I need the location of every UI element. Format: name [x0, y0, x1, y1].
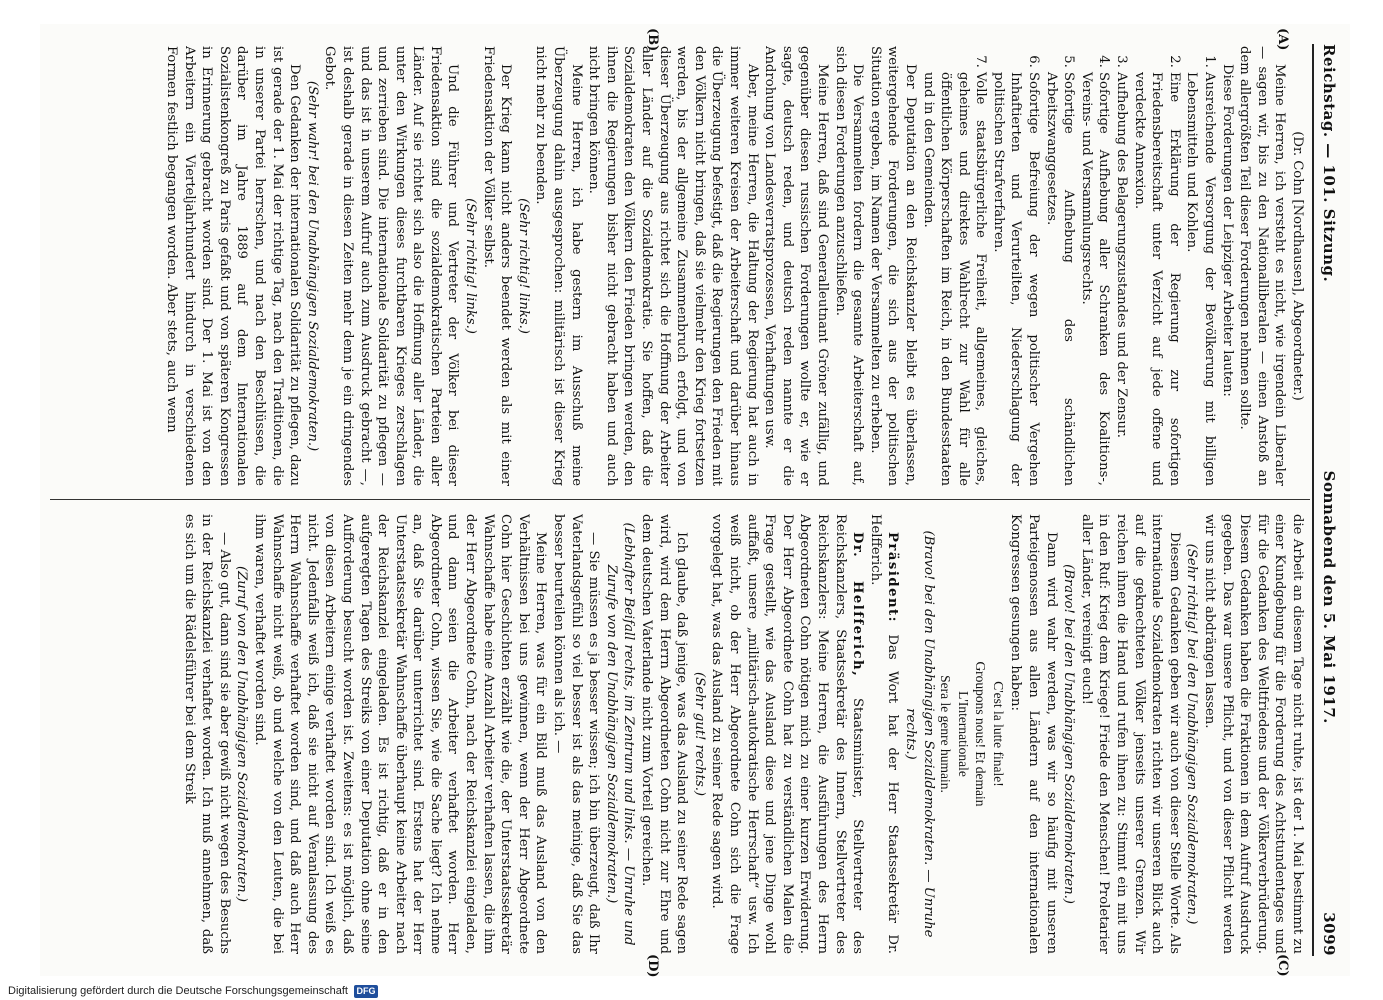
song-line: L'Internationale [955, 691, 971, 777]
paragraph: Meine Herren, ich versteht es nicht, wie irgendein Liberaler — sagen wir, bis zu den Nationalliberalen — einen Anstoß an dem allergrößten Teil dieser Forderungen nehmen sollte. [1237, 46, 1288, 486]
header-left: Reichstag. — 101. Sitzung. [1320, 44, 1338, 283]
song-line: C'est la lutte finale! [990, 681, 1006, 787]
margin-marker-b: (B) [645, 28, 660, 52]
paragraph: Dann wird wahr werden, was wir so häufig mit unseren Parteigenossen aus allen Ländern auf den internationalen Kongressen gesungen haben: [1008, 514, 1059, 954]
interjection: (Sehr gut! rechts.) [691, 671, 707, 797]
paragraph: Der Krieg kann nicht anders beendet werden als mit einer Friedensaktion der Völker selbst. [480, 46, 514, 486]
paragraph: Ich glaube, daß jenige, was das Ausland zu seiner Rede sagen wird, wird dem Herrn Abgeordneten Cohn nicht zur Ehre und dem deutschen Vaterlande nicht zum Vorteil gereichen. [639, 514, 690, 954]
paragraph-demands-intro: Diese Forderungen der Leipziger Arbeiter lauten: [1219, 64, 1235, 397]
speaker-line: (Dr. Cohn [Nordhausen], Abgeordneter.) [1290, 131, 1305, 401]
list-item: 3. Aufhebung des Belagerungszustandes und der Zensur. [1112, 72, 1130, 486]
speech-text: Das Wort hat der Herr Staatssekretär Dr. Helfferich. [867, 514, 901, 954]
paragraph: — Sie müssen es ja besser wissen; ich bin überzeugt, daß Ihr Vaterlandsgefühl so viel besser ist als das meinige, daß Sie das besser beurteilen können als ich. — [551, 514, 602, 954]
paragraph: Den Gedanken der internationalen Solidarität zu pflegen, dazu ist gerade der 1. Mai der richtige Tag, nach den Traditionen, die in unserer Partei herrschen, und nach den Beschlüssen, die darüber im Jahre 1889 auf dem Internationalen Sozialistenkongreß zu Paris gefaßt und von späteren Kongressen in Erinnerung gebracht worden sind. Der 1. Mai ist von den Arbeitern ein Vierteljahrhundert hindurch in verschiedenen Formen festlich begangen worden. Aber stets, auch wenn [164, 46, 303, 486]
paragraph: Der Deputation an den Reichskanzler bleibt es überlassen, weitergehende Forderungen, die sich aus der politischen Situation ergeben, im Namen der Versammelten zu erheben. [867, 46, 918, 486]
demands-list [919, 46, 1218, 486]
list-item: 6. Sofortige Befreiung der wegen politischer Vergehen Inhaftierten und Verurteilten, Niederschlagung der politischen Strafverfahren. [989, 72, 1042, 486]
paragraph: Meine Herren, ich habe gestern im Ausschuß meine Überzeugung dahin ausgesprochen: militärisch ist dieser Krieg nicht mehr zu beenden. [533, 46, 584, 486]
song-line: Sera le genre humain. [938, 675, 954, 793]
speaker-name: Dr. Helfferich, [850, 532, 866, 678]
interjection: (Lebhafter Beifall rechts, im Zentrum und links. — Unruhe und Zurufe von den Unabhängigen Sozialdemokraten.) [603, 522, 637, 946]
right-column [56, 514, 1306, 954]
speech-text: Staatsminister, Stellvertreter des Reichskanzlers, Staatssekretär des Innern, Stellvertreter des Reichskanzlers: Meine Herren, die Ausführungen des Herrn Abgeordneten Cohn nötigen mich zu einer kurzen Erwiderung. Der Herr Abgeordnete Cohn hat zu verständlichen Malen die Frage gestellt, wie das Ausland diese und jene Dinge wohl auffaßt, unsere „militärisch-autokratische Herrschaft“ usw. Ich weiß nicht, ob der Herr Abgeordnete Cohn sich die Frage vorgelegt hat, was das Ausland zu seiner Rede sagen wird. [709, 514, 866, 954]
list-item: 1. Ausreichende Versorgung der Bevölkerung mit billigen Lebensmitteln und Kohlen. [1183, 72, 1218, 486]
column-divider [50, 499, 1310, 500]
paragraph: Aber, meine Herren, die Haltung der Regierung hat auch in immer weiteren Kreisen der Arbeiterschaft und darüber hinaus die Überzeugung befestigt, daß die Regierungen den Frieden mit den Völkern nicht bringen, daß sie vielmehr den Krieg fortsetzen werden, bis der allgemeine Zusammenbruch erfolgt, und von dieser Überzeugung aus richtet sich die Hoffnung der Arbeiter aller Länder auf die Sozialdemokratie. Sie hoffen, daß die Sozialdemokraten den Völkern den Frieden bringen werden, den ihnen die Regierungen bisher nicht gebracht haben und auch nicht bringen können. [586, 46, 760, 486]
interjection: (Zuruf von den Unabhängigen Sozialdemokraten.) [234, 565, 250, 903]
margin-marker-c: (C) [1275, 954, 1290, 977]
paragraph: Meine Herren, was für ein Bild muß das Ausland von den Verhältnissen bei uns gewinnen, wenn der Herr Abgeordnete Cohn hier Geschichten erzählt wie die, der Unterstaatssekretär Wahnschaffe habe eine Anzahl Arbeiter verhaften lassen, die ihm der Herr Abgeordnete Cohn, nach der Reichskanzlei eingeladen, und dann seien die Arbeiter verhaftet worden. Herr Abgeordneter Cohn, wissen Sie, wie die Sache liegt? Ich nehme an, daß Sie darüber unterrichtet sind. Erstens hat der Herr Unterstaatssekretär Wahnschaffe überhaupt keine Arbeiter nach der Reichskanzlei eingeladen. Es ist richtig, daß er in den aufgeregten Tagen des Streiks von einer Deputation ohne seine Aufforderung besucht worden ist. Zweitens: es ist möglich, daß von diesen Arbeitern einige verhaftet worden sind. Ich weiß es nicht. Jedenfalls weiß ich, daß sie nicht auf Veranlassung des Herrn Wahnschaffe verhaftet worden sind, und daß auch Herr Wahnschaffe nicht weiß, ob und welche von den Leuten, die bei ihm waren, verhaftet worden sind. [251, 514, 549, 954]
header-rule [1312, 44, 1314, 956]
header-date: Sonnabend den 5. Mai 1917. [1320, 470, 1338, 724]
interjection: (Sehr richtig! links.) [463, 198, 479, 334]
page-number: 3099 [1320, 912, 1338, 956]
list-item: 2. Eine Erklärung der Regierung zur sofortigen Friedensbereitschaft unter Verzicht auf jede offene und verdeckte Annexion. [1130, 72, 1183, 486]
president-paragraph [866, 514, 901, 954]
interjection: (Bravo! bei den Unabhängigen Sozialdemokraten.) [1061, 564, 1077, 904]
margin-marker-a: (A) [1275, 28, 1290, 51]
dfg-logo-icon: DFG [354, 985, 378, 998]
list-item: 5. Sofortige Aufhebung des schändlichen Arbeitszwanggesetzes. [1042, 72, 1077, 486]
left-column [56, 46, 1306, 486]
page-header [1316, 44, 1342, 956]
paragraph: die Arbeit an diesem Tage nicht ruhte, ist der 1. Mai bestimmt zu einer Kundgebung für die Forderung des Achtstundentages und für die Gedanken des Weltfriedens und der Völkerverbrüderung. Diesem Gedanken haben die Fraktionen in dem Aufruf Ausdruck gegeben. Das war unsere Pflicht, und von dieser Pflicht werden wir uns nicht abdrängen lassen. [1202, 514, 1305, 954]
paragraph: Meine Herren, daß sind Generalleutnant Gröner zufällig, und gegenüber diesen russischen Forderungen wollte er, wie er sagte, deutsch reden, und deutsch reden nannte er die Androhung von Landesverratsprozessen, Verhaftungen usw. [762, 46, 830, 486]
credit-text: Digitalisierung gefördert durch die Deutsche Forschungsgemeinschaft [8, 985, 348, 997]
interjection: (Bravo! bei den Unabhängigen Sozialdemokraten. — Unruhe rechts.) [902, 530, 936, 938]
rotated-page-content [40, 24, 1350, 976]
helfferich-paragraph [708, 514, 866, 954]
list-item: 4. Sofortige Aufhebung aller Schranken des Koalitions-, Vereins- und Versammlungsrechts. [1077, 72, 1112, 486]
paragraph: Diesem Gedanken geben wir auch von dieser Stelle Worte. Als internationale Sozialdemokraten richten wir unseren Blick auch auf die geknechteten Völker jenseits unserer Grenzen. Wir reichen ihnen die Hand und rufen ihnen zu: Stimmt ein mit uns in den Ruf: Krieg dem Kriege! Friede den Menschen! Proletarier aller Länder, vereinigt euch! [1078, 514, 1182, 954]
song-line: Groupons nous! Et demain [973, 661, 989, 807]
digitization-credit [0, 982, 1383, 1000]
margin-marker-d: (D) [645, 954, 660, 978]
interjection: (Sehr richtig! bei den Unabhängigen Sozialdemokraten.) [1184, 543, 1200, 925]
paragraph: — Also gut, dann sind sie aber gewiß nicht wegen des Besuchs in der Reichskanzlei verhaftet worden. Ich muß annehmen, daß es sich um die Rädelsführer bei dem Streik [181, 514, 232, 954]
interjection: (Sehr wahr! bei den Unabhängigen Sozialdemokraten.) [304, 80, 320, 452]
speaker-name: Präsident: [885, 532, 901, 624]
scanned-page [40, 24, 1350, 976]
paragraph: Die Versammelten fordern die gesamte Arbeiterschaft auf, sich diesen Forderungen anzuschließen. [832, 46, 866, 486]
list-item: 7. Volle staatsbürgerliche Freiheit, allgemeines, gleiches, geheimes und direktes Wahlrecht zur Wahl für alle öffentlichen Körperschaften im Reich, in den Bundesstaaten und in den Gemeinden. [919, 72, 989, 486]
interjection: (Sehr richtig! links.) [515, 198, 531, 334]
paragraph: Und die Führer und Vertreter der Völker bei dieser Friedensaktion sind die sozialdemokratischen Parteien aller Länder. Auf sie richtet sich also die Hoffnung aller Länder, die unter den Wirkungen dieses furchtbaren Krieges zerschlagen und zerrieben sind. Die internationale Solidarität zu pflegen — und das ist in unserem Aufruf auch zum Ausdruck gebracht —, ist deshalb gerade in diesen Zeiten mehr denn je ein dringendes Gebot. [322, 46, 461, 486]
